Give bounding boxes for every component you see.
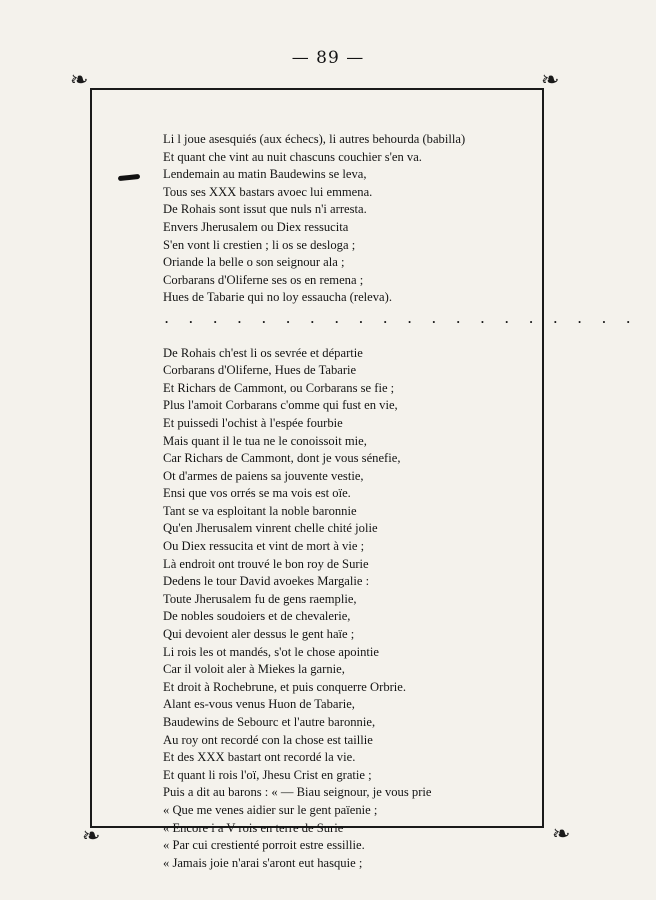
verse-line: De Rohais ch'est li os sevrée et départie [163,345,363,360]
verse-line: Toute Jherusalem fu de gens raemplie, [163,591,357,606]
verse-line: De nobles soudoiers et de chevalerie, [163,609,351,624]
verse-line: Lendemain au matin Baudewins se leva, [163,167,367,182]
stanza-gap [163,333,543,345]
verse-line: Ou Diex ressucita et vint de mort à vie ; [163,539,365,554]
verse-line: Baudewins de Sebourc et l'autre baronnie, [163,715,376,729]
verse-line: Li l joue asesquiés (aux échecs), li autres behourda (babilla) [163,132,466,146]
verse-line: Au roy ont recordé con la chose est taillie [163,732,373,747]
verse-line: Alant es-vous venus Huon de Tabarie, [163,697,355,712]
verse-line: Car Richars de Cammont, dont je vous sénefie, [163,451,401,466]
verse-line: Ensi que vos orrés se ma vois est oïe. [163,486,351,501]
verse-line: Et Richars de Cammont, ou Corbarans se fie ; [163,380,395,395]
verse-line: « Par cui crestienté porroit estre essillie. [163,838,365,853]
flourish-ornament-icon: ❧ [552,822,571,847]
verse-line: Car il voloit aler à Miekes la garnie, [163,662,345,677]
verse-line: Hues de Tabarie qui no loy essaucha (releva). [163,290,392,305]
poem-text [163,131,639,872]
verse-line: Dedens le tour David avoekes Margalie : [163,574,370,589]
verse-line: S'en vont li crestien ; li os se desloga ; [163,237,356,252]
verse-line: Et des XXX bastart ont recordé la vie. [163,750,356,765]
verse-line: Li rois les ot mandés, s'ot le chose apointie [163,644,379,659]
verse-line: Ot d'armes de paiens sa jouvente vestie, [163,468,364,483]
verse-line: Qui devoient aler dessus le gent haïe ; [163,627,355,642]
ellipsis-separator: . . . . . . . . . . . . . . . . . . . . [165,311,639,326]
flourish-ornament-icon: ❧ [82,824,101,849]
verse-line: Mais quant il le tua ne le conoissoit mie, [163,433,367,448]
verse-line: Envers Jherusalem ou Diex ressucita [163,219,349,234]
verse-line: Et puissedi l'ochist à l'espée fourbie [163,415,343,430]
flourish-ornament-icon: ❧ [70,68,89,93]
verse-line: Et droit à Rochebrune, et puis conquerre Orbrie. [163,679,407,694]
verse-line: Oriande la belle o son seignour ala ; [163,255,345,270]
verse-line: « Jamais joie n'arai s'aront eut hasquie ; [163,855,363,870]
stanza-two [163,345,543,873]
verse-line: Corbarans d'Oliferne, Hues de Tabarie [163,363,357,378]
verse-line: Et quant che vint au nuit chascuns couchier s'en va. [163,149,422,164]
verse-line: Là endroit ont trouvé le bon roy de Surie [163,556,369,571]
verse-line: Corbarans d'Oliferne ses os en remena ; [163,272,364,287]
verse-line: « Que me venes aidier sur le gent païenie ; [163,802,378,817]
verse-line: Puis a dit au barons : « — Biau seignour, je vous prie [163,785,432,800]
verse-line: Tant se va esploitant la noble baronnie [163,503,357,518]
verse-line: Plus l'amoit Corbarans c'omme qui fust en vie, [163,398,398,413]
flourish-ornament-icon: ❧ [541,68,560,93]
verse-line: Et quant li rois l'oï, Jhesu Crist en gratie ; [163,767,372,782]
verse-line: Tous ses XXX bastars avoec lui emmena. [163,184,373,199]
verse-line: Qu'en Jherusalem vinrent chelle chité jolie [163,521,378,536]
stanza-one [163,131,543,307]
verse-line: De Rohais sont issut que nuls n'i arresta. [163,202,367,217]
verse-line: « Encore i a V rois en terre de Surie [163,820,344,835]
page-number: — 89 — [291,48,365,68]
